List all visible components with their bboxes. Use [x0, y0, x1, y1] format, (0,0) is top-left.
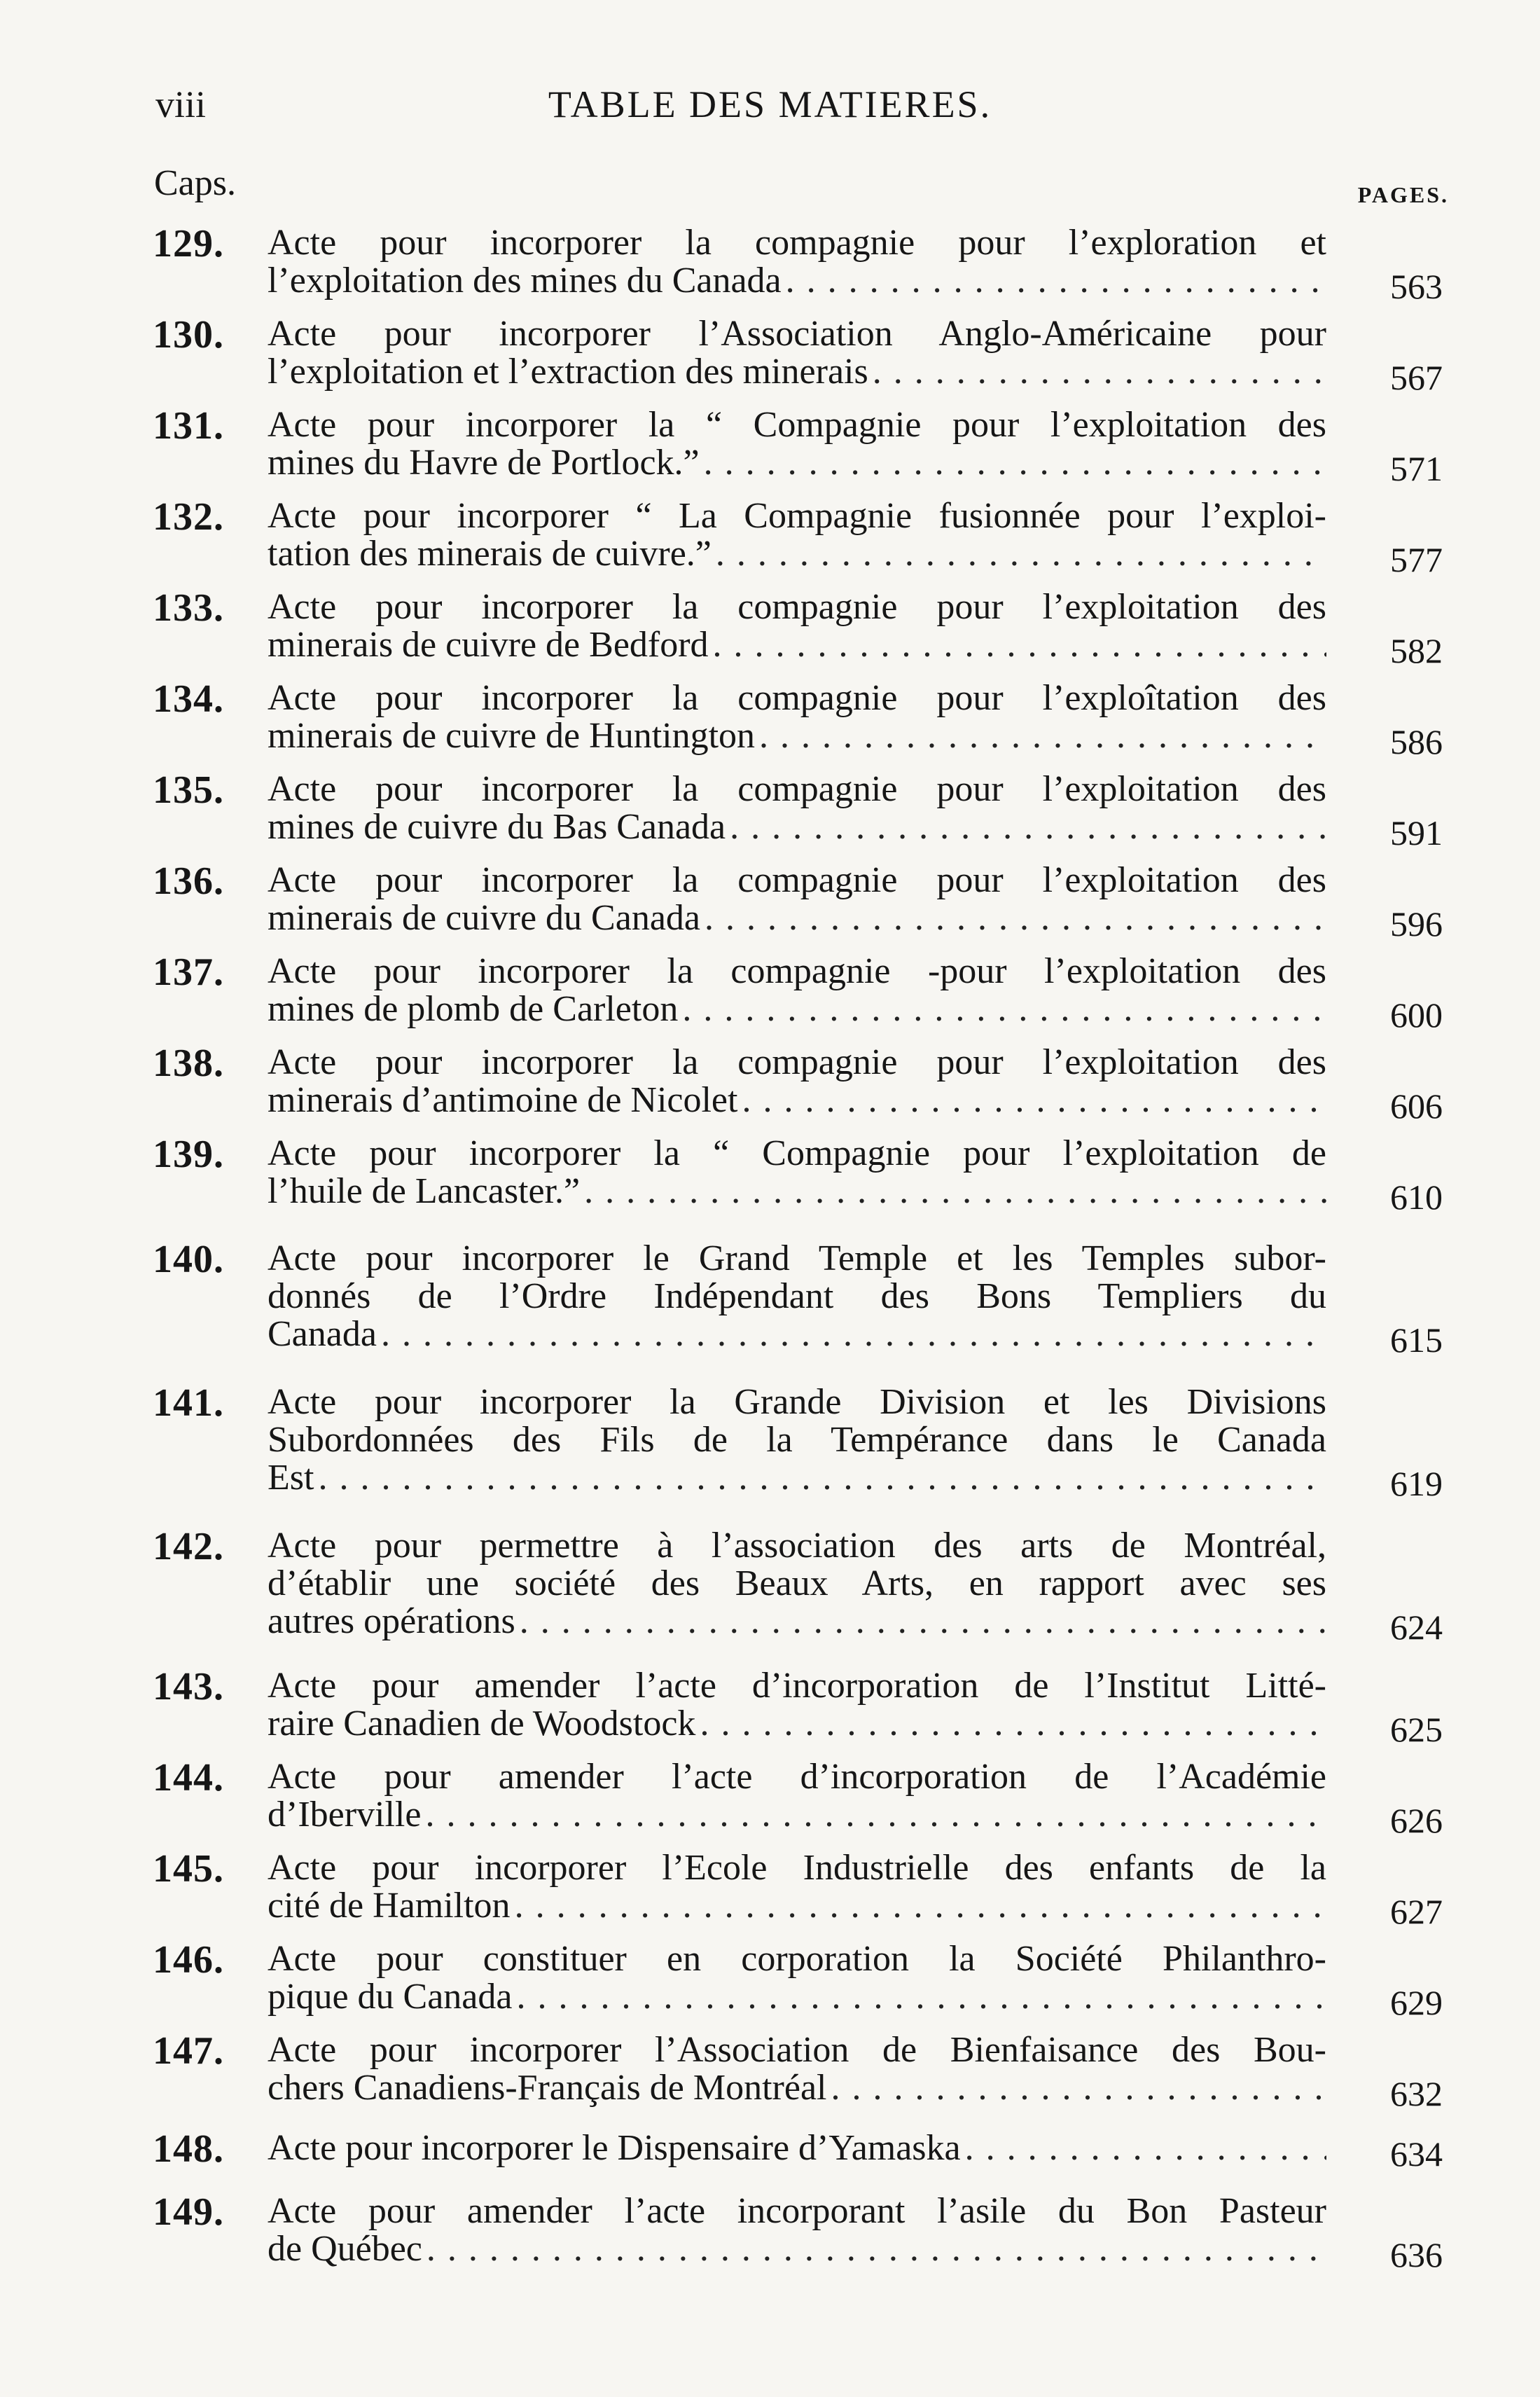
entry-line: Acte pour incorporer le Dispensaire d’Yamaska [268, 2128, 961, 2168]
entry-line: mines de plomb de Carleton [268, 989, 679, 1029]
entry-line: d’Iberville [268, 1795, 422, 1835]
entry-line: Acte pour incorporer la compagnie pour l’exploration et [268, 223, 1326, 263]
chapter-number: 135. [153, 768, 224, 812]
chapter-number: 146. [153, 1938, 224, 1982]
dot-leader [831, 2069, 1326, 2107]
chapter-number: 140. [153, 1238, 224, 1281]
page-number: viii [155, 83, 207, 125]
chapter-number: 130. [153, 313, 224, 357]
entry-last-line [268, 2230, 1326, 2268]
entry-title [268, 679, 1326, 755]
dot-leader [700, 1705, 1326, 1743]
chapter-number: 149. [153, 2190, 224, 2234]
dot-leader [713, 626, 1326, 664]
entry-line: Acte pour incorporer la compagnie pour l’exploîtation des [268, 678, 1326, 718]
entry-line: Acte pour incorporer la compagnie pour l’exploitation des [268, 1042, 1326, 1082]
entry-title [268, 953, 1326, 1028]
entry-title [268, 497, 1326, 573]
entry-line: tation des minerais de cuivre.” [268, 534, 712, 574]
entry-last-line [268, 535, 1326, 573]
entry-line: mines de cuivre du Bas Canada [268, 807, 726, 847]
dot-leader [381, 1315, 1326, 1353]
entry-line: minerais de cuivre du Canada [268, 898, 700, 938]
dot-leader [426, 2230, 1326, 2268]
page-reference: 577 [1390, 540, 1443, 579]
chapter-number: 133. [153, 586, 224, 630]
entry-line: minerais d’antimoine de Nicolet [268, 1080, 738, 1120]
dot-leader [318, 1459, 1326, 1497]
page-reference: 591 [1390, 813, 1443, 852]
entry-line: Canada [268, 1314, 377, 1354]
chapter-number: 145. [153, 1847, 224, 1891]
entry-line: Acte pour incorporer la compagnie pour l’exploitation des [268, 769, 1326, 809]
entry-title [268, 2192, 1326, 2268]
chapter-number: 147. [153, 2029, 224, 2073]
entry-line: Acte pour incorporer le Grand Temple et les Temples subor- [268, 1238, 1326, 1278]
entry-line: l’exploitation des mines du Canada [268, 261, 782, 301]
entry-last-line [268, 353, 1326, 391]
entry-title [268, 406, 1326, 482]
caps-column-label: Caps. [154, 163, 236, 203]
entry-last-line [268, 990, 1326, 1028]
chapter-number: 134. [153, 677, 224, 721]
entry-line: autres opérations [268, 1601, 515, 1641]
entry-line: chers Canadiens-Français de Montréal [268, 2068, 827, 2108]
entry-title [268, 1940, 1326, 2016]
entry-title [268, 1849, 1326, 1925]
dot-leader [759, 717, 1326, 755]
dot-leader [520, 1603, 1326, 1640]
entry-last-line [268, 2069, 1326, 2107]
entry-last-line [268, 899, 1326, 937]
entry-line: d’établir une société des Beaux Arts, en rapport avec ses [268, 1563, 1326, 1603]
entry-title [268, 771, 1326, 846]
chapter-number: 132. [153, 495, 224, 539]
chapter-number: 148. [153, 2127, 224, 2171]
chapter-number: 143. [153, 1665, 224, 1708]
entry-last-line [268, 1978, 1326, 2016]
dot-leader [730, 808, 1326, 846]
chapter-number: 136. [153, 859, 224, 903]
page-reference: 629 [1390, 1983, 1443, 2022]
entry-line: Acte pour incorporer “ La Compagnie fusionnée pour l’exploi- [268, 496, 1326, 536]
entry-line: donnés de l’Ordre Indépendant des Bons Templiers du [268, 1276, 1326, 1316]
entry-title [268, 224, 1326, 300]
entry-last-line [268, 1705, 1326, 1743]
entry-title [268, 1135, 1326, 1210]
entry-line: cité de Hamilton [268, 1886, 511, 1926]
dot-leader [682, 990, 1326, 1028]
dot-leader [516, 1978, 1326, 2016]
entry-line: Acte pour amender l’acte d’incorporation de l’Académie [268, 1757, 1326, 1797]
page-reference: 634 [1390, 2134, 1443, 2174]
entry-title [268, 1667, 1326, 1743]
entry-line: Acte pour amender l’acte d’incorporation de l’Institut Litté- [268, 1666, 1326, 1706]
page-reference: 606 [1390, 1086, 1443, 1126]
pages-column-label: PAGES. [1357, 182, 1449, 207]
dot-leader [742, 1082, 1326, 1119]
entry-title [268, 2031, 1326, 2107]
dot-leader [705, 899, 1326, 937]
dot-leader [786, 262, 1326, 300]
entry-title [268, 588, 1326, 664]
page-reference: 610 [1390, 1177, 1443, 1217]
chapter-number: 139. [153, 1133, 224, 1176]
entry-line: Subordonnées des Fils de la Tempérance dans le Canada [268, 1420, 1326, 1460]
page-reference: 624 [1390, 1608, 1443, 1647]
page-reference: 627 [1390, 1892, 1443, 1931]
page-reference: 625 [1390, 1710, 1443, 1749]
entry-last-line [268, 1082, 1326, 1119]
entry-line: Acte pour incorporer la compagnie pour l’exploitation des [268, 587, 1326, 627]
entry-line: Acte pour constituer en corporation la Société Philanthro- [268, 1939, 1326, 1979]
page-reference: 582 [1390, 631, 1443, 670]
entry-line: de Québec [268, 2229, 422, 2269]
dot-leader [965, 2129, 1326, 2167]
entry-line: minerais de cuivre de Bedford [268, 625, 709, 665]
entry-last-line [268, 1315, 1326, 1353]
entry-line: Est [268, 1458, 314, 1498]
page-reference: 571 [1390, 449, 1443, 488]
page-title: TABLE DES MATIERES. [548, 83, 992, 125]
entry-line: Acte pour incorporer l’Association Anglo-Américaine pour [268, 314, 1326, 354]
entry-last-line [268, 1459, 1326, 1497]
entry-line: Acte pour incorporer la “ Compagnie pour l’exploitation des [268, 405, 1326, 445]
dot-leader [425, 1796, 1326, 1834]
entry-title [268, 1758, 1326, 1834]
entry-line: mines du Havre de Portlock.” [268, 443, 700, 483]
entry-last-line [268, 1173, 1326, 1210]
entry-line: minerais de cuivre de Huntington [268, 716, 756, 756]
entry-title [268, 1527, 1326, 1640]
chapter-number: 129. [153, 222, 224, 265]
entry-last-line [268, 808, 1326, 846]
page-reference: 563 [1390, 267, 1443, 306]
running-head [0, 83, 1540, 139]
page-reference: 619 [1390, 1464, 1443, 1503]
entry-line: Acte pour permettre à l’association des arts de Montréal, [268, 1526, 1326, 1566]
entry-title [268, 2129, 1326, 2167]
entry-line: Acte pour incorporer la compagnie ‑pour l’exploitation des [268, 951, 1326, 991]
page-reference: 626 [1390, 1801, 1443, 1840]
page-reference: 567 [1390, 358, 1443, 397]
entry-last-line [268, 717, 1326, 755]
chapter-number: 141. [153, 1381, 224, 1425]
entry-line: raire Canadien de Woodstock [268, 1704, 696, 1743]
entry-line: Acte pour amender l’acte incorporant l’asile du Bon Pasteur [268, 2191, 1326, 2231]
page-reference: 615 [1390, 1320, 1443, 1360]
entry-title [268, 1383, 1326, 1497]
entry-line: Acte pour incorporer la Grande Division et les Divisions [268, 1382, 1326, 1422]
dot-leader [873, 353, 1326, 391]
page-reference: 596 [1390, 904, 1443, 944]
dot-leader [716, 535, 1326, 573]
entry-title [268, 1044, 1326, 1119]
entry-line: Acte pour incorporer l’Ecole Industrielle des enfants de la [268, 1848, 1326, 1888]
entry-last-line [268, 444, 1326, 482]
entry-last-line [268, 262, 1326, 300]
chapter-number: 142. [153, 1525, 224, 1568]
chapter-number: 137. [153, 951, 224, 994]
page-reference: 586 [1390, 722, 1443, 761]
entry-line: l’exploitation et l’extraction des minerais [268, 352, 868, 392]
entry-line: pique du Canada [268, 1977, 513, 2017]
entry-last-line [268, 1603, 1326, 1640]
page-reference: 632 [1390, 2074, 1443, 2113]
entry-title [268, 862, 1326, 937]
entry-line: l’huile de Lancaster.” [268, 1171, 581, 1211]
page-reference: 636 [1390, 2235, 1443, 2274]
chapter-number: 138. [153, 1042, 224, 1085]
entry-line: Acte pour incorporer la “ Compagnie pour l’exploitation de [268, 1133, 1326, 1173]
entry-line: Acte pour incorporer la compagnie pour l’exploitation des [268, 860, 1326, 900]
page-reference: 600 [1390, 995, 1443, 1035]
entry-line: Acte pour incorporer l’Association de Bienfaisance des Bou- [268, 2030, 1326, 2070]
chapter-number: 131. [153, 404, 224, 448]
dot-leader [704, 444, 1326, 482]
entry-last-line [268, 626, 1326, 664]
entry-last-line [268, 2129, 1326, 2167]
entry-last-line [268, 1887, 1326, 1925]
entry-last-line [268, 1796, 1326, 1834]
dot-leader [584, 1173, 1326, 1210]
chapter-number: 144. [153, 1756, 224, 1800]
entry-title [268, 315, 1326, 391]
dot-leader [515, 1887, 1326, 1925]
entry-title [268, 1240, 1326, 1353]
